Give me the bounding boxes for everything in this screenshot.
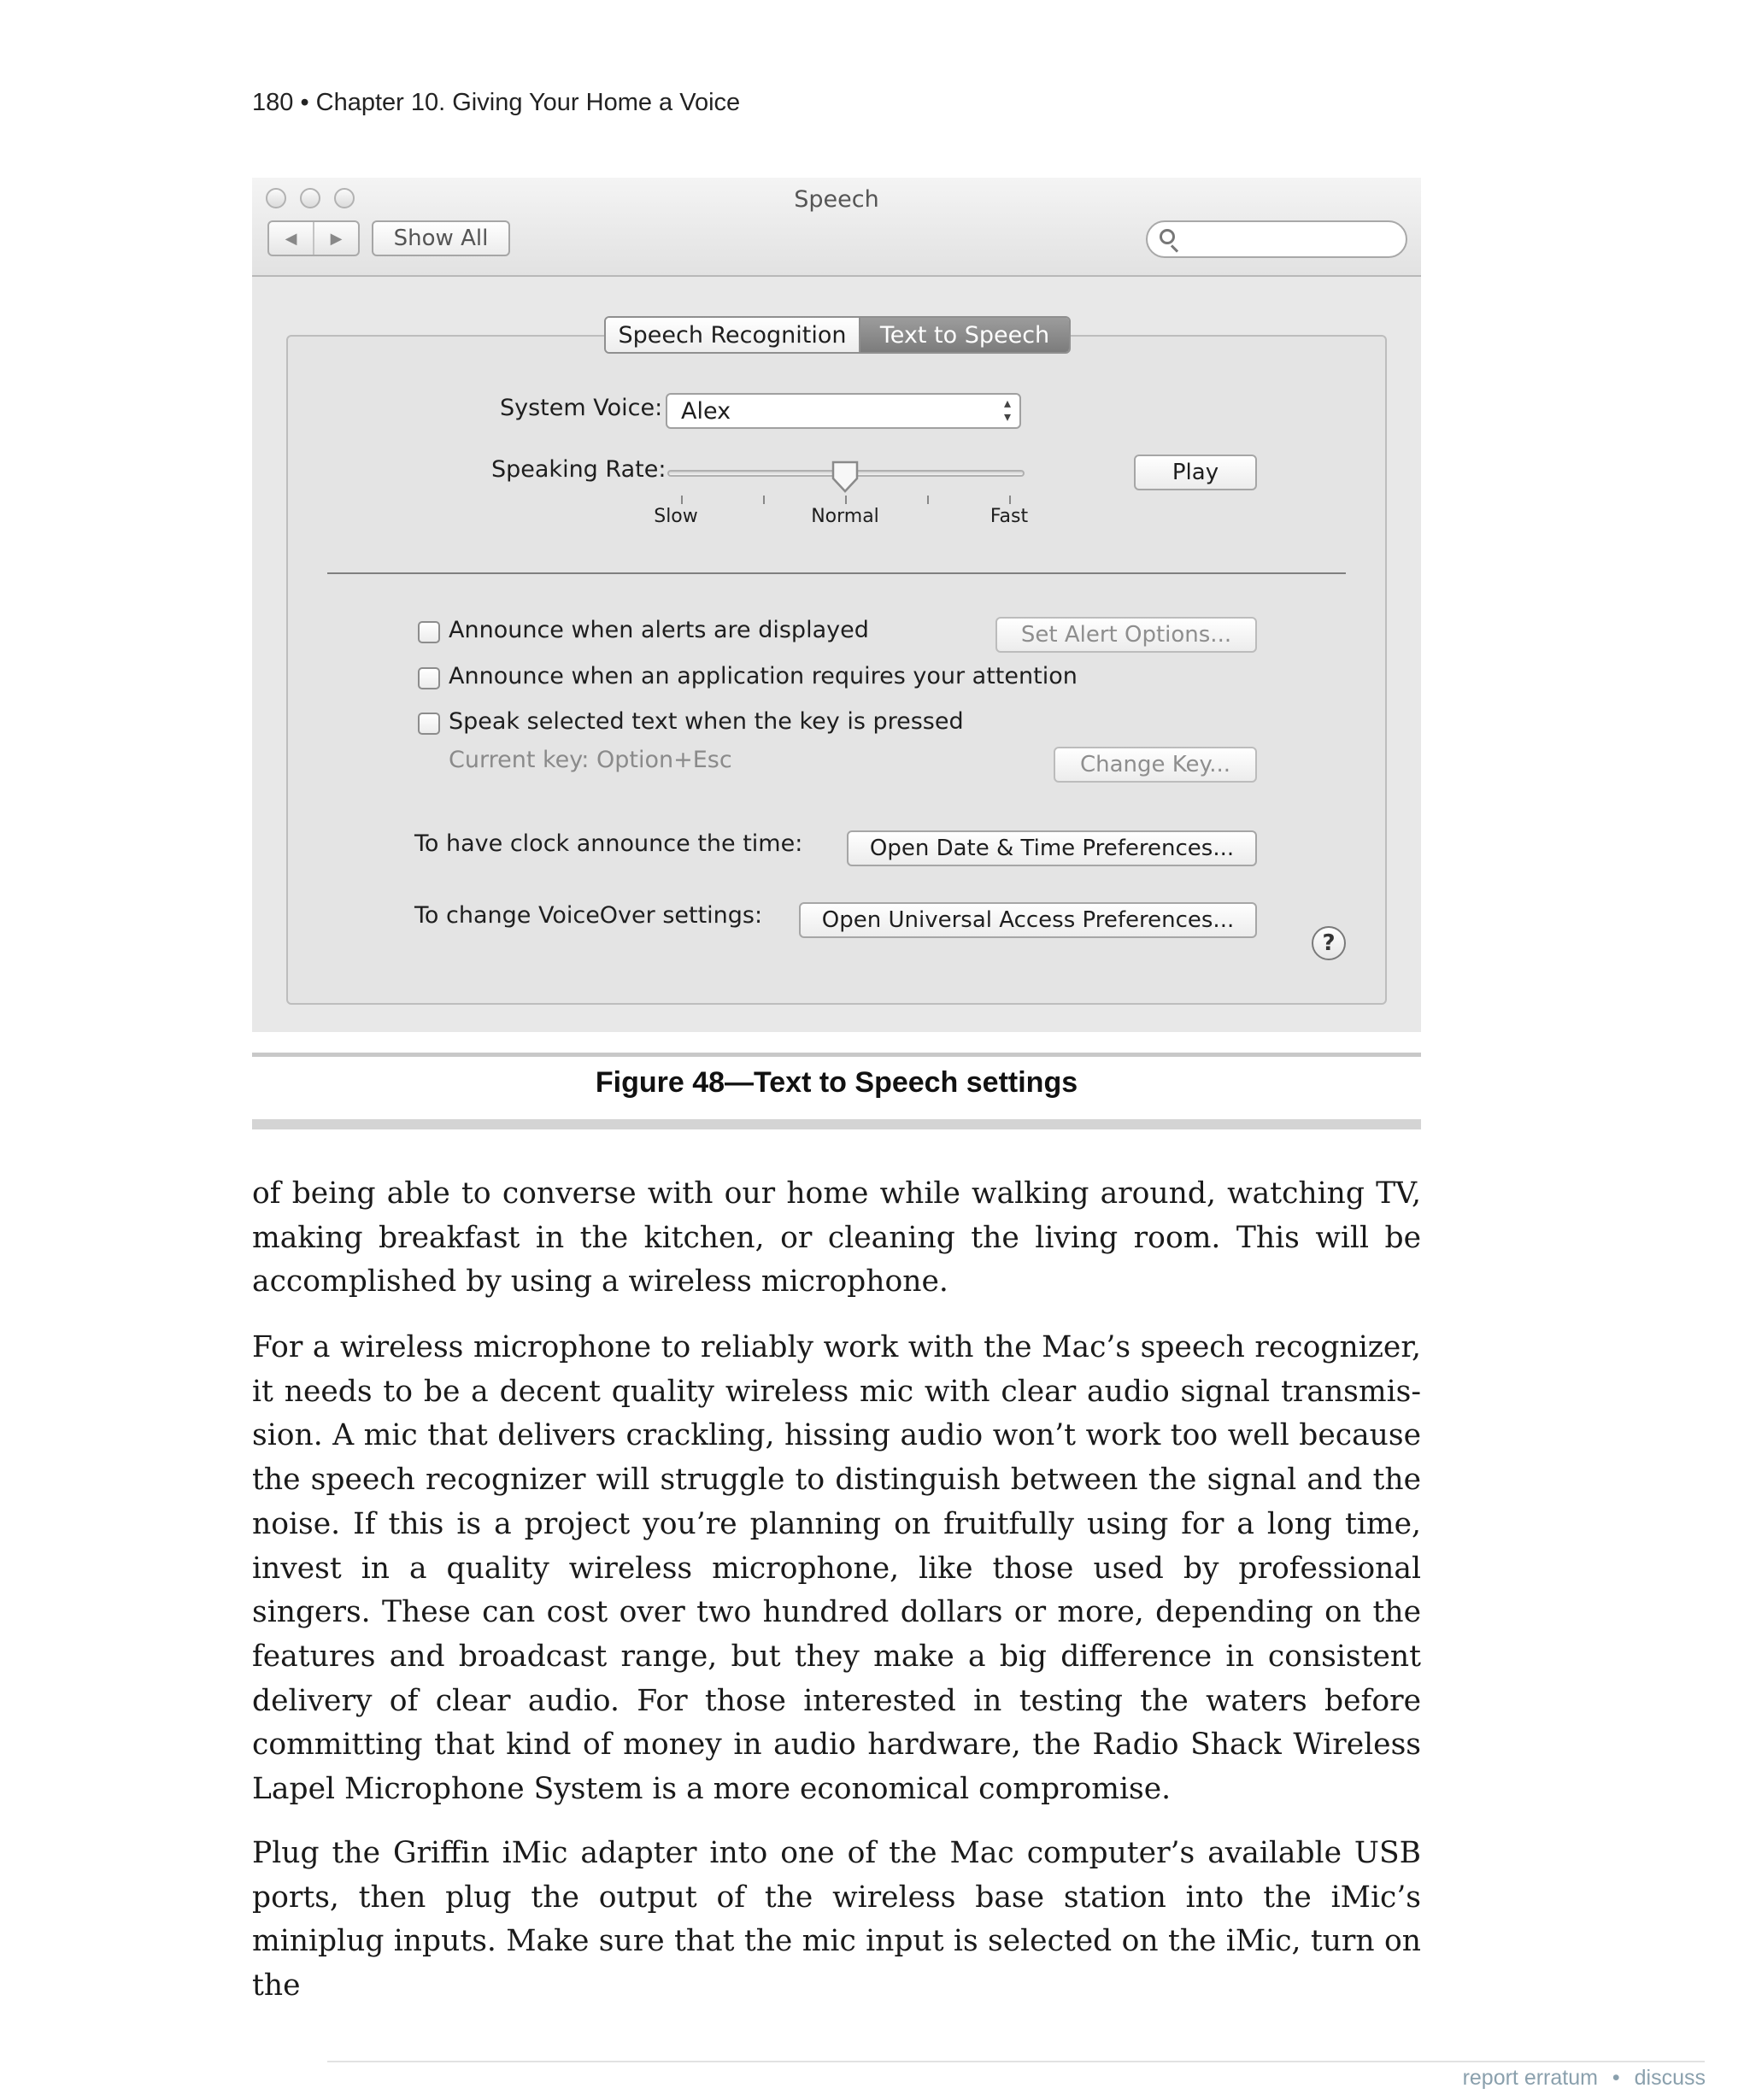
tick-label-normal: Normal bbox=[811, 506, 879, 527]
announce-application-label: Announce when an application requires your attention bbox=[449, 663, 1078, 689]
speaking-rate-knob[interactable] bbox=[831, 460, 860, 494]
body-paragraph-1: of being able to converse with our home while walking around, watching TV, making breakfast in the kitchen, or cleaning the living room. This will be accomplished by using a wireless microphone. bbox=[252, 1176, 1421, 1299]
set-alert-options-button[interactable]: Set Alert Options... bbox=[995, 617, 1257, 653]
figure-caption: Figure 48—Text to Speech settings bbox=[595, 1066, 1078, 1099]
tick-label-fast: Fast bbox=[990, 506, 1029, 527]
back-arrow-icon[interactable]: ◀ bbox=[269, 222, 314, 255]
tab-speech-recognition[interactable]: Speech Recognition bbox=[606, 318, 860, 352]
back-forward-buttons bbox=[267, 220, 360, 256]
open-universal-access-button[interactable]: Open Universal Access Preferences... bbox=[799, 902, 1257, 938]
running-head: 180 • Chapter 10. Giving Your Home a Voice bbox=[252, 89, 741, 116]
caption-rule-bottom bbox=[252, 1119, 1421, 1129]
help-icon[interactable]: ? bbox=[1312, 926, 1346, 960]
discuss-link[interactable]: discuss bbox=[1634, 2066, 1706, 2090]
forward-arrow-icon[interactable]: ▶ bbox=[330, 229, 343, 248]
body-paragraph-2: For a wireless microphone to reliably work with the Mac’s speech recognizer, it needs to be a decent quality wireless mic with clear audio signal transmis- sion. A mic that delivers crackling, hissing audio won’t work too well because the speech recognizer will struggle to distinguish between the signal and the noise. If this is a project you’re planning on fruitfully using for a long time, invest in a quality wireless microphone, like those used by professional singers. These can cost over two hundred dollars or more, depending on the features and broadcast range, but they make a big difference in consistent delivery of clear audio. For those interested in testing the waters before committing that kind of money in audio hardware, the Radio Shack Wireless Lapel Microphone System is a more economical compromise. bbox=[252, 1330, 1421, 1807]
tab-text-to-speech[interactable]: Text to Speech bbox=[860, 318, 1069, 352]
updown-arrows-icon: ▴ ▾ bbox=[1003, 395, 1011, 425]
footer-rule bbox=[327, 2061, 1705, 2062]
system-voice-value: Alex bbox=[681, 398, 731, 425]
slider-tick bbox=[845, 496, 847, 504]
change-key-button[interactable]: Change Key... bbox=[1054, 747, 1257, 783]
search-icon bbox=[1160, 229, 1175, 244]
separator bbox=[327, 572, 1346, 574]
clock-announce-label: To have clock announce the time: bbox=[414, 830, 803, 857]
footer-links bbox=[1463, 2066, 1706, 2091]
tick-label-slow: Slow bbox=[654, 506, 698, 527]
system-voice-popup[interactable] bbox=[666, 393, 1021, 429]
play-button[interactable]: Play bbox=[1134, 455, 1257, 490]
slider-tick bbox=[681, 496, 683, 504]
announce-alerts-label: Announce when alerts are displayed bbox=[449, 617, 869, 643]
system-voice-label: System Voice: bbox=[500, 395, 663, 421]
search-field[interactable] bbox=[1146, 220, 1407, 258]
report-erratum-link[interactable]: report erratum bbox=[1462, 2066, 1598, 2090]
window-title: Speech bbox=[794, 186, 879, 213]
announce-alerts-checkbox[interactable] bbox=[418, 621, 440, 643]
window-toolbar bbox=[252, 178, 1421, 277]
speak-selected-text-checkbox[interactable] bbox=[418, 713, 440, 735]
voiceover-label: To change VoiceOver settings: bbox=[414, 902, 763, 929]
footer-separator: • bbox=[1612, 2066, 1620, 2090]
slider-tick bbox=[927, 496, 929, 504]
caption-rule-top bbox=[252, 1053, 1421, 1057]
show-all-button[interactable]: Show All bbox=[372, 220, 510, 256]
slider-tick bbox=[1009, 496, 1011, 504]
open-date-time-button[interactable]: Open Date & Time Preferences... bbox=[847, 830, 1257, 866]
announce-application-checkbox[interactable] bbox=[418, 667, 440, 689]
speaking-rate-label: Speaking Rate: bbox=[491, 456, 667, 483]
body-paragraph-3: Plug the Griffin iMic adapter into one of the Mac computer’s available USB ports, then plug the output of the wireless base station into the iMic’s miniplug inputs. Make sure that the mic input is selected on the iMic, turn on the bbox=[252, 1836, 1421, 2003]
speech-preferences-window bbox=[252, 178, 1421, 1032]
current-key-label: Current key: Option+Esc bbox=[449, 747, 732, 773]
speak-selected-text-label: Speak selected text when the key is pressed bbox=[449, 708, 964, 735]
tab-bar bbox=[604, 316, 1071, 354]
slider-tick bbox=[763, 496, 765, 504]
